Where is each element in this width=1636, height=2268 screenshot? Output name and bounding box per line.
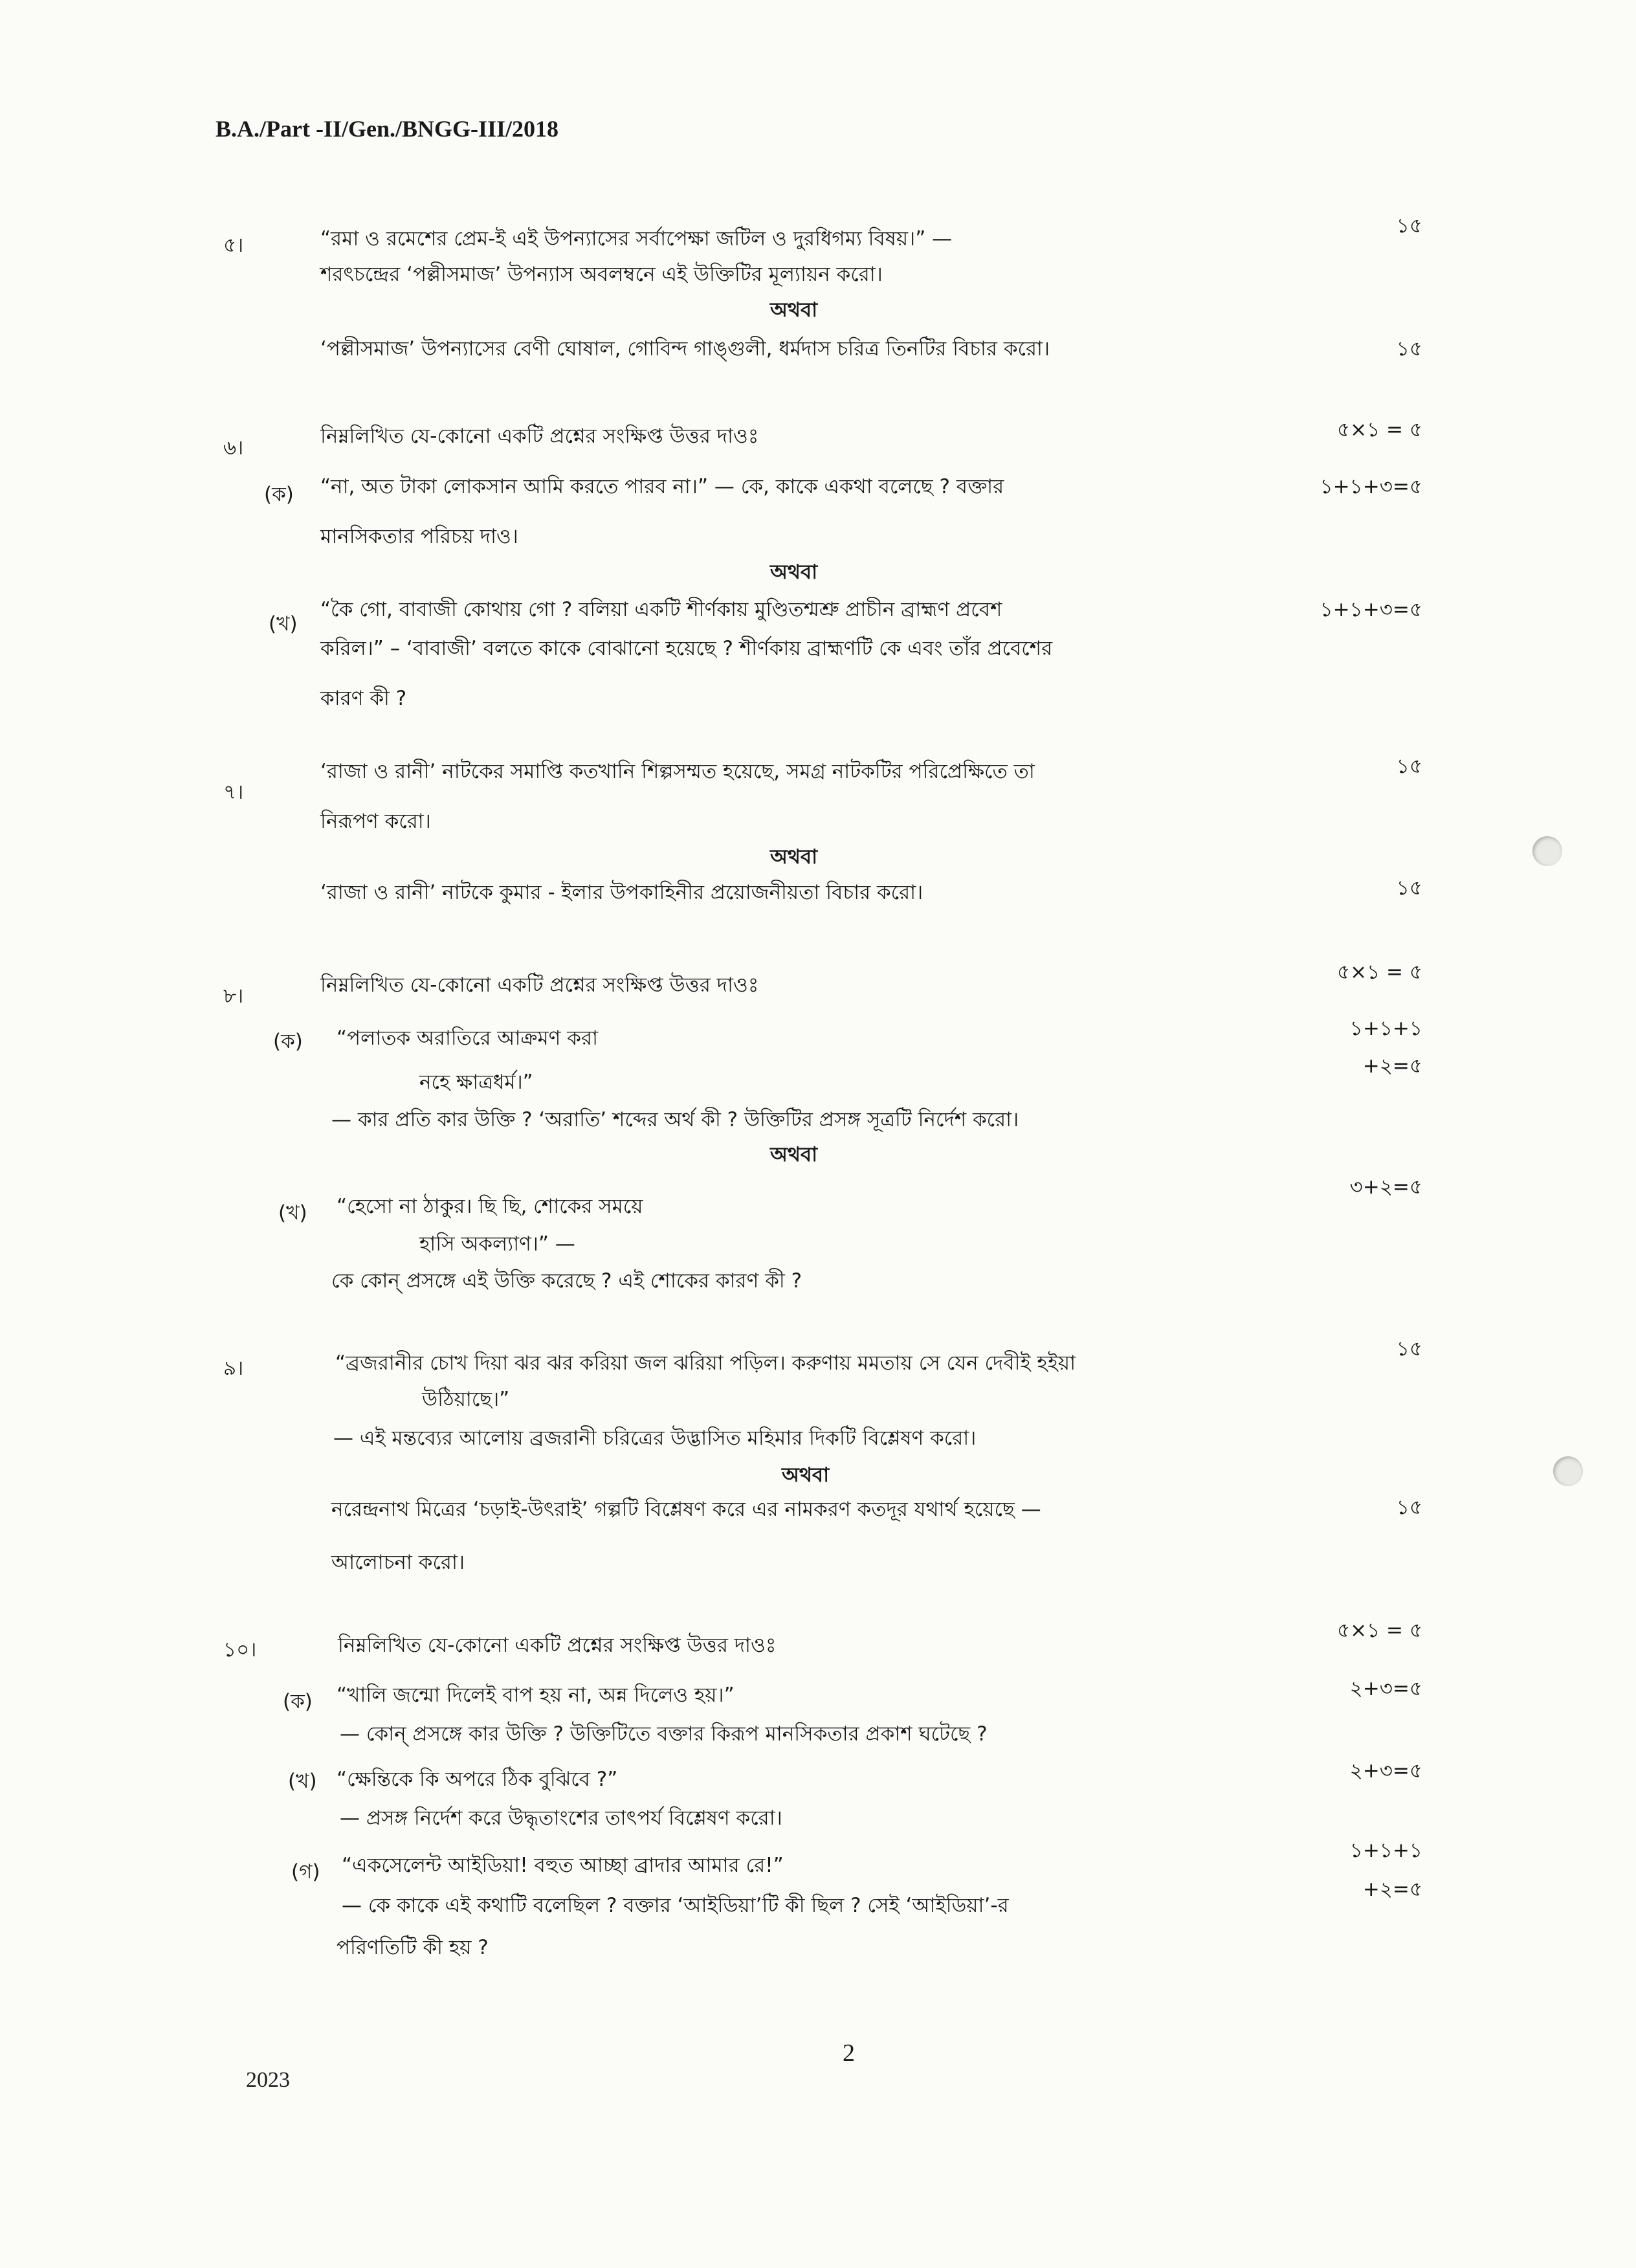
marks: ১৫ [1396,876,1422,900]
sub-label: (ক) [264,483,294,506]
question-number: ৭। [223,781,244,804]
marks: ১+১+১ [1349,1017,1422,1040]
question-text: “ব্রজরানীর চোখ দিয়া ঝর ঝর করিয়া জল ঝরিয়া পড়িল। করুণায় মমতায় সে যেন দেবীই হইয়া [335,1351,1076,1375]
question-text: কে কোন্ প্রসঙ্গে এই উক্তি করেছে ? এই শোকের কারণ কী ? [331,1269,802,1293]
question-text: “কৈ গো, বাবাজী কোথায় গো ? বলিয়া একটি শীর্ণকায় মুণ্ডিতশ্মশ্রু প্রাচীন ব্রাহ্মণ প্রবেশ [320,598,1002,621]
marks: +২=৫ [1362,1878,1422,1901]
question-number: ৮। [223,984,244,1008]
marks: ১৫ [1396,1496,1422,1519]
question-text: “হেসো না ঠাকুর। ছি ছি, শোকের সময়ে [337,1195,643,1218]
sub-label: (খ) [269,612,298,636]
question-text: হাসি অকল্যাণ।” — [419,1232,575,1256]
instruction: নিম্নলিখিত যে-কোনো একটি প্রশ্নের সংক্ষিপ্ত উত্তর দাওঃ [320,973,759,997]
question-text: — এই মন্তব্যের আলোয় ব্রজরানী চরিত্রের উদ্ভাসিত মহিমার দিকটি বিশ্লেষণ করো। [333,1427,977,1450]
marks: ৩+২=৫ [1349,1175,1422,1199]
marks: ২+৩=৫ [1349,1759,1422,1783]
instruction: নিম্নলিখিত যে-কোনো একটি প্রশ্নের সংক্ষিপ্ত উত্তর দাওঃ [320,425,759,448]
question-text: নিরূপণ করো। [320,810,431,833]
question-text: ‘রাজা ও রানী’ নাটকের সমাপ্তি কতখানি শিল্পসম্মত হয়েছে, সমগ্র নাটকটির পরিপ্রেক্ষিতে তা [320,760,1035,783]
marks: ১+১+১ [1349,1839,1422,1862]
question-text: আলোচনা করো। [331,1551,465,1574]
question-number: ৯। [223,1357,244,1380]
marks: ৫×১ = ৫ [1336,961,1422,984]
question-text: “পলাতক অরাতিরে আক্রমণ করা [337,1027,598,1050]
question-number: ১০। [223,1638,257,1662]
sub-label: (ক) [283,1690,313,1713]
sub-label: (খ) [288,1770,317,1793]
question-text: করিল।” – ‘বাবাজী’ বলতে কাকে বোঝানো হয়েছে ? শীর্ণকায় ব্রাহ্মণটি কে এবং তাঁর প্রবেশের [320,637,1053,660]
question-text: — কে কাকে এই কথাটি বলেছিল ? বক্তার ‘আইডিয়া’টি কী ছিল ? সেই ‘আইডিয়া’-র [342,1894,1009,1917]
marks: ২+৩=৫ [1349,1677,1422,1700]
marks: ১৫ [1396,755,1422,778]
page-number: 2 [843,2040,855,2067]
marks: ১৫ [1396,214,1422,238]
question-text: ‘রাজা ও রানী’ নাটকে কুমার - ইলার উপকাহিনীর প্রয়োজনীয়তা বিচার করো। [320,881,923,904]
sub-label: (ক) [273,1030,303,1053]
question-text: — কার প্রতি কার উক্তি ? ‘অরাতি’ শব্দের অর্থ কী ? উক্তিটির প্রসঙ্গ সূত্রটি নির্দেশ করো। [331,1108,1019,1131]
question-text: “খালি জন্মো দিলেই বাপ হয় না, অন্ন দিলেও হয়।” [337,1684,735,1707]
marks: ৫×১ = ৫ [1336,418,1422,441]
punch-hole-bottom [1553,1456,1583,1486]
marks: +২=৫ [1362,1054,1422,1078]
question-text: ‘পল্লীসমাজ’ উপন্যাসের বেণী ঘোষাল, গোবিন্দ গাঙ্গুলী, ধর্মদাস চরিত্র তিনটির বিচার করো। [320,337,1050,361]
or-label: অথবা [770,561,818,584]
or-label: অথবা [782,1463,830,1487]
question-text: নহে ক্ষাত্রধর্ম।” [419,1071,533,1094]
question-text: শরৎচন্দ্রের ‘পল্লীসমাজ’ উপন্যাস অবলম্বনে এই উক্তিটির মূল্যায়ন করো। [320,263,883,286]
question-text: মানসিকতার পরিচয় দাও। [320,525,518,548]
question-text: উঠিয়াছে।” [422,1388,510,1411]
paper-code-header: B.A./Part -II/Gen./BNGG-III/2018 [216,116,559,142]
marks: ১৫ [1396,337,1422,361]
instruction: নিম্নলিখিত যে-কোনো একটি প্রশ্নের সংক্ষিপ্ত উত্তর দাওঃ [338,1634,777,1657]
sub-label: (গ) [291,1860,320,1884]
marks: ১৫ [1396,1337,1422,1361]
question-text: — প্রসঙ্গ নির্দেশ করে উদ্ধৃতাংশের তাৎপর্য বিশ্লেষণ করো। [340,1807,782,1830]
or-label: অথবা [770,1143,818,1166]
or-label: অথবা [770,845,818,869]
question-text: “ক্ষেন্তিকে কি অপরে ঠিক বুঝিবে ?” [337,1768,618,1791]
question-text: “না, অত টাকা লোকসান আমি করতে পারব না।” — কে, কাকে একথা বলেছে ? বক্তার [320,475,1004,498]
question-text: “একসেলেন্ট আইডিয়া! বহুত আচ্ছা ব্রাদার আমার রে!” [342,1854,784,1877]
sub-label: (খ) [278,1201,307,1225]
marks: ৫×১ = ৫ [1336,1619,1422,1642]
question-text: — কোন্ প্রসঙ্গে কার উক্তি ? উক্তিটিতে বক্তার কিরূপ মানসিকতার প্রকাশ ঘটেছে ? [340,1722,988,1746]
footer-code: 2023 [246,2068,290,2092]
marks: ১+১+৩=৫ [1320,475,1422,498]
marks: ১+১+৩=৫ [1320,598,1422,621]
question-number: ৫। [223,234,244,257]
question-text: নরেন্দ্রনাথ মিত্রের ‘চড়াই-উৎরাই’ গল্পটি বিশ্লেষণ করে এর নামকরণ কতদূর যথার্থ হয়েছে — [331,1498,1041,1521]
question-text: কারণ কী ? [320,687,407,710]
question-number: ৬। [223,436,244,460]
question-text: পরিণতিটি কী হয় ? [337,1936,489,1959]
or-label: অথবা [770,298,818,322]
question-text: “রমা ও রমেশের প্রেম-ই এই উপন্যাসের সর্বাপেক্ষা জটিল ও দুরধিগম্য বিষয়।” — [320,227,953,250]
punch-hole-top [1532,836,1562,866]
